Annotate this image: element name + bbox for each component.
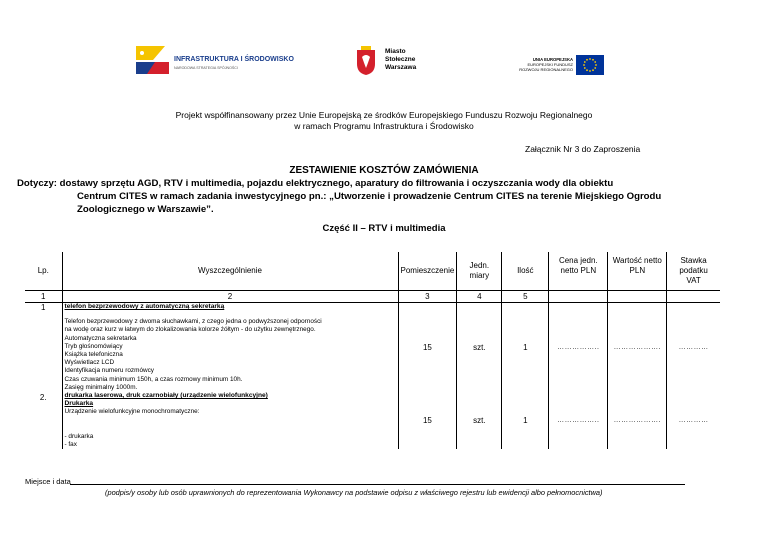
row1-line-0: Telefon bezprzewodowy z dwoma słuchawkami, z czego jedna o podwyższonej odporności bbox=[64, 318, 322, 326]
row1-line-8: Zasięg minimalny 1000m. bbox=[64, 383, 138, 391]
place-date-line bbox=[70, 484, 685, 485]
header-vat-line3: VAT bbox=[686, 276, 701, 285]
place-date-label: Miejsce i data bbox=[25, 477, 71, 486]
row1-line-7: Czas czuwania minimum 150h, a czas rozmowy minimum 10h. bbox=[64, 375, 243, 383]
row2-line-1 bbox=[65, 417, 396, 425]
row1-lp: 1 bbox=[41, 303, 46, 312]
row1-line-3: Tryb głośnomówiący bbox=[64, 342, 123, 350]
row1-line-6: Identyfikacja numeru rozmówcy bbox=[64, 367, 155, 375]
eu-flag-icon bbox=[576, 55, 604, 75]
header-description: Wyszczególnienie bbox=[62, 252, 398, 291]
cost-table bbox=[25, 252, 720, 449]
row1-value: ………………. bbox=[608, 303, 667, 393]
row1-title: telefon bezprzewodowy z automatyczną sekretarką bbox=[64, 303, 225, 310]
row1-room: 15 bbox=[398, 303, 457, 393]
row1-description bbox=[62, 303, 398, 393]
header-vat-line1: Stawka bbox=[680, 256, 707, 265]
col-number-3: 3 bbox=[398, 291, 457, 303]
row1-line-1: na wodę oraz kurz w łatwym do zlokalizowania kolorze żółtym - do użytku zewnętrznego. bbox=[64, 326, 316, 334]
row2-unit: szt. bbox=[457, 392, 502, 449]
subject-line-1: Dotyczy: dostawy sprzętu AGD, RTV i multimedia, pojazdu elektrycznego, aparatury do filtrowania i oczyszczania wody dla obiektu bbox=[17, 178, 614, 189]
header-value-line1: Wartość netto bbox=[612, 256, 662, 265]
table-row bbox=[25, 392, 720, 449]
warsaw-line2: Stołeczne bbox=[385, 56, 416, 63]
header-value-line2: PLN bbox=[629, 266, 646, 275]
header-vat bbox=[667, 252, 720, 291]
part-title: Część II – RTV i multimedia bbox=[322, 223, 446, 234]
warsaw-line3: Warszawa bbox=[385, 64, 417, 71]
table-row bbox=[25, 303, 720, 393]
row2-line-3: - drukarka bbox=[64, 432, 94, 440]
header-room: Pomieszczenie bbox=[398, 252, 457, 291]
infrastructure-logo bbox=[133, 40, 293, 80]
infra-logo-subtitle: NARODOWA STRATEGIA SPÓJNOŚCI bbox=[174, 66, 238, 70]
row2-description bbox=[62, 392, 398, 449]
row2-qty: 1 bbox=[502, 392, 549, 449]
row2-line-0: Urządzenie wielofunkcyjne monochromatyczne: bbox=[64, 408, 200, 416]
eu-line1: UNIA EUROPEJSKA bbox=[532, 57, 573, 62]
row1-line-2: Automatyczna sekretarka bbox=[64, 334, 137, 342]
column-number-row bbox=[25, 291, 720, 303]
subject-line-3: Zoologicznego w Warszawie”. bbox=[77, 204, 214, 215]
row1-unit: szt. bbox=[457, 303, 502, 393]
header-qty: Ilość bbox=[502, 252, 549, 291]
row1-price: …………….. bbox=[549, 303, 608, 393]
row2-title: drukarka laserowa, druk czarnobiały (urządzenie wielofunkcyjne) bbox=[64, 392, 268, 400]
row2-line-4: - fax bbox=[64, 440, 77, 448]
col-number-4: 4 bbox=[457, 291, 502, 303]
header-lp: Lp. bbox=[37, 266, 49, 275]
header-price-line2: netto PLN bbox=[560, 266, 597, 275]
row1-line-5: Wyświetlacz LCD bbox=[64, 359, 115, 367]
row2-line-2 bbox=[65, 425, 396, 433]
row2-price: …………….. bbox=[549, 392, 608, 449]
row2-lp: 2. bbox=[39, 393, 47, 403]
header-vat-line2: podatku bbox=[679, 266, 708, 275]
infrastructure-emblem-icon bbox=[133, 40, 173, 80]
row1-qty: 1 bbox=[502, 303, 549, 393]
eu-logo bbox=[508, 50, 608, 80]
col-number-1: 1 bbox=[25, 291, 62, 303]
warsaw-crest-icon bbox=[355, 46, 377, 76]
subject-line-2: Centrum CITES w ramach zadania inwestycyjnego pn.: „Utworzenie i prowadzenie Centrum CITES na terenie Miejskiego Ogrodu bbox=[77, 191, 662, 202]
header-price-line1: Cena jedn. bbox=[558, 256, 598, 265]
infra-logo-title: INFRASTRUKTURA I ŚRODOWISKO bbox=[174, 56, 294, 63]
row2-subtitle: Drukarka bbox=[64, 400, 94, 408]
funding-line-2: w ramach Programu Infrastruktura i Środowisko bbox=[294, 121, 474, 131]
eu-line3: ROZWOJU REGIONALNEGO bbox=[519, 67, 573, 72]
row2-value: ………………. bbox=[608, 392, 667, 449]
header-value bbox=[608, 252, 667, 291]
header-price bbox=[549, 252, 608, 291]
table-header-row bbox=[25, 252, 720, 291]
funding-line-1: Projekt współfinansowany przez Unie Europejską ze środków Europejskiego Funduszu Rozwoju Regionalnego bbox=[175, 110, 593, 120]
row2-room: 15 bbox=[398, 392, 457, 449]
row2-vat: ………… bbox=[667, 392, 720, 449]
document-title: ZESTAWIENIE KOSZTÓW ZAMÓWIENIA bbox=[289, 165, 479, 176]
warsaw-logo bbox=[355, 46, 415, 81]
row1-line-4: Książka telefoniczna bbox=[64, 351, 123, 359]
signature-note: (podpis/y osoby lub osób uprawnionych do reprezentowania Wykonawcy na podstawie odpisu z właściwego rejestru lub ewidencji albo pełnomocnictwa) bbox=[105, 488, 603, 497]
col-number-2: 2 bbox=[62, 291, 398, 303]
attachment-note: Załącznik Nr 3 do Zaproszenia bbox=[525, 144, 641, 154]
header-unit: Jedn. miary bbox=[457, 252, 502, 291]
col-number-5: 5 bbox=[502, 291, 549, 303]
row1-vat: ………… bbox=[667, 303, 720, 393]
eu-line2: EUROPEJSKI FUNDUSZ bbox=[527, 62, 573, 67]
warsaw-line1: Miasto bbox=[385, 48, 406, 55]
